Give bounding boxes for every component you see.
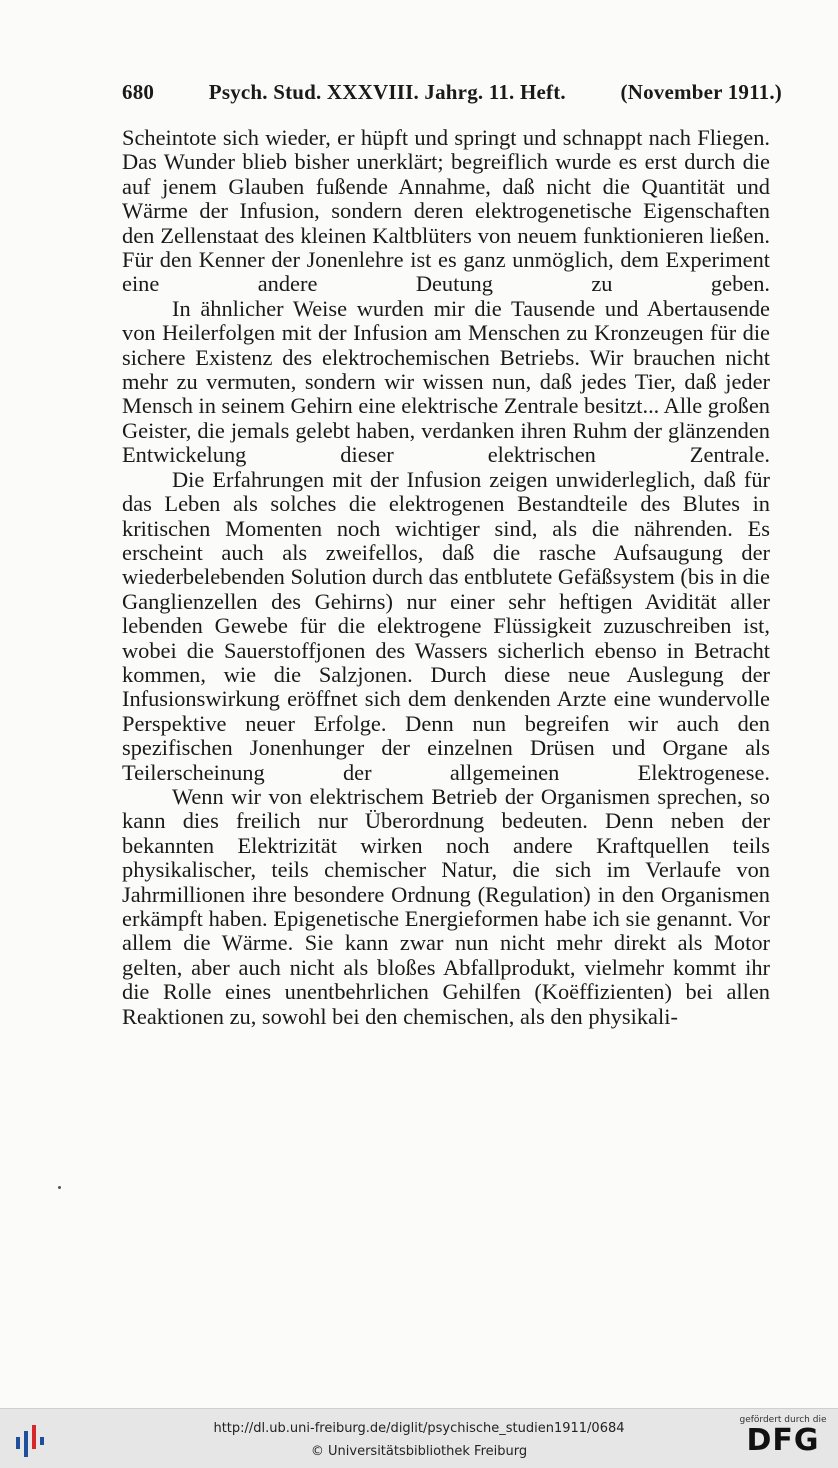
scan-speck xyxy=(58,1186,61,1189)
dfg-logo xyxy=(738,1415,828,1457)
dfg-caption: gefördert durch die xyxy=(739,1415,827,1425)
copyright-notice: © Universitätsbibliothek Freiburg xyxy=(310,1444,528,1459)
journal-title: Psych. Stud. XXXVIII. Jahrg. 11. Heft. xyxy=(208,80,566,104)
page-number: 680 xyxy=(122,80,155,104)
dfg-wordmark: DFG xyxy=(746,1423,820,1458)
paragraph-2: In ähnlicher Weise wurden mir die Tausende und Abertausende von Heilerfolgen mit der Infusion am Menschen zu Kronzeugen für die sichere Existenz des elektrochemischen Betriebs. Wir brauchen nicht mehr zu vermuten, sondern wir wissen nun, daß jedes Tier, daß jeder Mensch in seinem Gehirn eine elektrische Zentrale besitzt... Alle großen Geister, die jemals gelebt haben, verdanken ihren Ruhm der glänzenden Entwickelung dieser elektrischen Zentrale. xyxy=(122,295,770,468)
issue-date: (November 1911.) xyxy=(620,80,782,104)
paragraph-3: Die Erfahrungen mit der Infusion zeigen unwiderleglich, daß für das Leben als solches die elektrogenen Bestandteile des Blutes in kritischen Momenten noch wichtiger sind, als die nährenden. Es erscheint auch als zweifellos, daß die rasche Aufsaugung der wiederbelebenden Solution durch das entblutete Gefäßsystem (bis in die Ganglienzellen des Gehirns) nur einer sehr heftigen Avidität aller lebenden Gewebe für die elektrogene Flüssigkeit zuzuschreiben ist, wobei die Sauerstoffjonen des Wassers sicherlich ebenso in Betracht kommen, wie die Salzjonen. Durch diese neue Auslegung der Infusionswirkung eröffnet sich dem denkenden Arzte eine wundervolle Perspektive neuer Erfolge. Denn nun begreifen wir auch den spezifischen Jonenhunger der einzelnen Drüsen und Organe als Teilerscheinung der allgemeinen Elektrogenese. xyxy=(122,466,770,785)
body-text xyxy=(122,126,770,1029)
running-header xyxy=(122,80,782,105)
viewer-footer xyxy=(0,1408,838,1468)
paragraph-4: Wenn wir von elektrischem Betrieb der Organismen sprechen, so kann dies freilich nur Überordnung bedeuten. Denn neben der bekannten Elektrizität wirken noch andere Kraftquellen teils physikalischer, teils chemischer Natur, die sich im Verlaufe von Jahrmillionen ihre besondere Ordnung (Regulation) in den Organismen erkämpft haben. Epigenetische Energieformen habe ich sie genannt. Vor allem die Wärme. Sie kann zwar nun nicht mehr direkt als Motor gelten, aber auch nicht als bloßes Abfallprodukt, vielmehr kommt ihr die Rolle eines unentbehrlichen Gehilfen (Koëffizienten) bei allen Reaktionen zu, sowohl bei den chemischen, als den physikali- xyxy=(122,783,770,1029)
paragraph-1: Scheintote sich wieder, er hüpft und springt und schnappt nach Fliegen. Das Wunder blieb bisher unerklärt; begreiflich wurde es erst durch die auf jenem Glauben fußende Annahme, daß nicht die Quantität und Wärme der Infusion, sondern deren elektrogenetische Eigenschaften den Zellenstaat des kleinen Kaltblüters von neuem funktionieren ließen. Für den Kenner der Jonenlehre ist es ganz unmöglich, dem Experiment eine andere Deutung zu geben. xyxy=(122,125,770,297)
permalink-url[interactable]: http://dl.ub.uni-freiburg.de/diglit/psychische_studien1911/0684 xyxy=(213,1421,625,1436)
